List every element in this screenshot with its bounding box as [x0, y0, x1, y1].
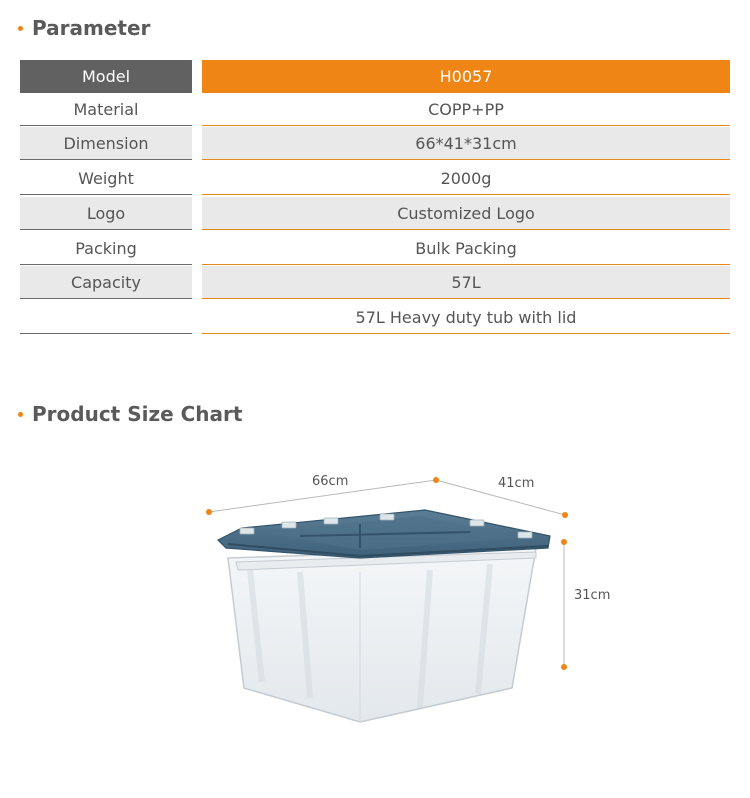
size-chart-title-text: Product Size Chart: [32, 402, 243, 426]
tub-body: [228, 548, 536, 722]
row-label: Dimension: [20, 127, 192, 160]
size-chart-section-title: [18, 400, 242, 428]
product-size-diagram: [0, 440, 750, 770]
row-label: Model: [20, 60, 192, 93]
row-label: [20, 301, 192, 334]
row-value: 57L Heavy duty tub with lid: [202, 301, 730, 334]
table-row-weight: [20, 162, 730, 195]
row-value: Customized Logo: [202, 197, 730, 230]
table-row-material: [20, 93, 730, 126]
table-row-model: [20, 60, 730, 93]
width-label: 41cm: [498, 476, 535, 491]
row-label: Logo: [20, 197, 192, 230]
height-label: 31cm: [574, 588, 611, 603]
table-row-description: [20, 301, 730, 334]
row-label: Capacity: [20, 266, 192, 299]
storage-tub-illustration: [0, 440, 750, 770]
table-row-dimension: [20, 127, 730, 160]
row-value: H0057: [202, 60, 730, 93]
row-label: Material: [20, 93, 192, 126]
table-row-packing: [20, 232, 730, 265]
bullet-dot-icon: [18, 412, 23, 417]
row-label: Weight: [20, 162, 192, 195]
row-label: Packing: [20, 232, 192, 265]
parameter-title-text: Parameter: [32, 16, 151, 40]
table-row-logo: [20, 197, 730, 230]
row-value: 57L: [202, 266, 730, 299]
row-value: COPP+PP: [202, 93, 730, 126]
table-row-capacity: [20, 266, 730, 299]
bullet-dot-icon: [18, 26, 23, 31]
parameter-section-title: [18, 14, 150, 42]
row-value: 66*41*31cm: [202, 127, 730, 160]
length-label: 66cm: [312, 474, 349, 489]
row-value: 2000g: [202, 162, 730, 195]
row-value: Bulk Packing: [202, 232, 730, 265]
tub-lid: [218, 510, 550, 558]
